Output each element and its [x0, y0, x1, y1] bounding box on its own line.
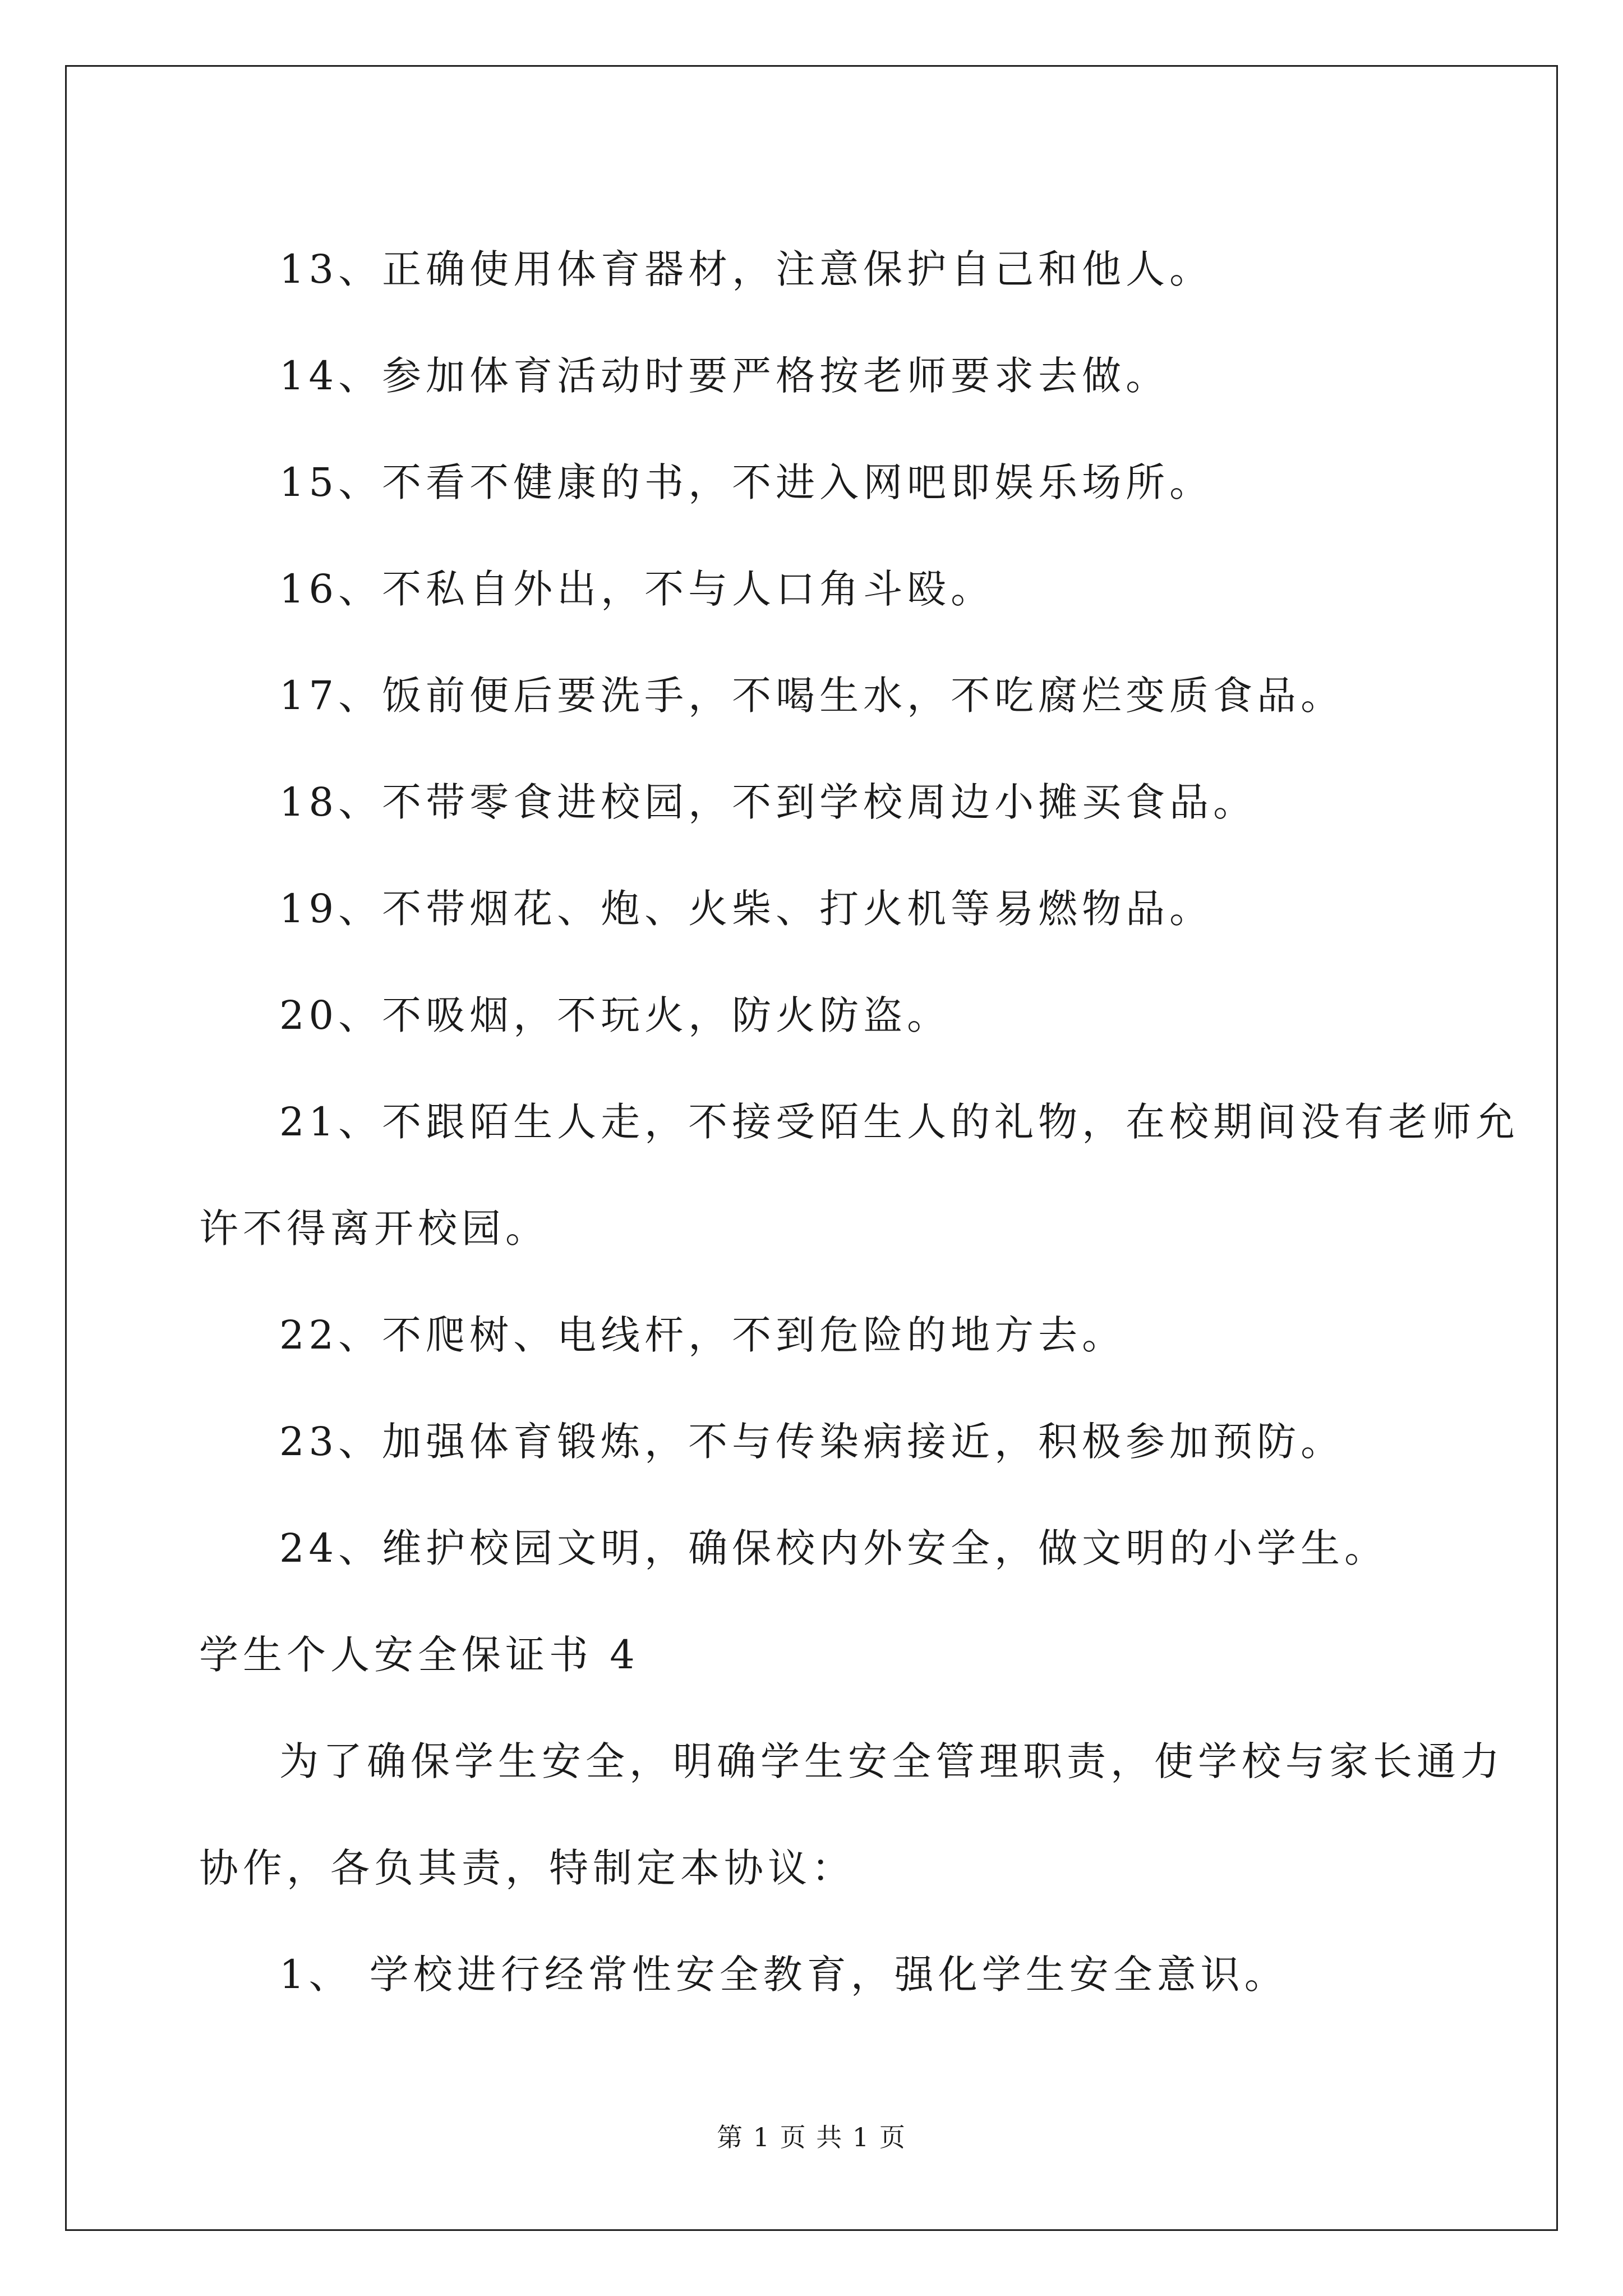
list-item: 17、饭前便后要洗手，不喝生水，不吃腐烂变质食品。	[279, 673, 1345, 719]
list-item: 13、正确使用体育器材，注意保护自己和他人。	[279, 246, 1214, 292]
list-item: 16、不私自外出，不与人口角斗殴。	[279, 566, 995, 612]
list-item: 18、不带零食进校园，不到学校周边小摊买食品。	[279, 779, 1257, 825]
intro-paragraph-line: 为了确保学生安全，明确学生安全管理职责，使学校与家长通力	[279, 1738, 1504, 1784]
section-title: 学生个人安全保证书 4	[199, 1632, 639, 1678]
list-item: 14、参加体育活动时要严格按老师要求去做。	[279, 353, 1170, 399]
list-item: 19、不带烟花、炮、火柴、打火机等易燃物品。	[279, 886, 1214, 932]
list-item: 20、不吸烟，不玩火，防火防盗。	[279, 992, 951, 1038]
list-item: 22、不爬树、电线杆，不到危险的地方去。	[279, 1312, 1126, 1358]
clause-item: 1、 学校进行经常性安全教育，强化学生安全意识。	[279, 1952, 1288, 1998]
list-item: 23、加强体育锻炼，不与传染病接近，积极参加预防。	[279, 1419, 1345, 1465]
list-item-continuation: 许不得离开校园。	[199, 1205, 549, 1251]
page-footer: 第 1 页 共 1 页	[717, 2122, 906, 2152]
list-item: 21、不跟陌生人走，不接受陌生人的礼物，在校期间没有老师允	[279, 1099, 1520, 1145]
list-item: 24、维护校园文明，确保校内外安全，做文明的小学生。	[279, 1525, 1389, 1571]
intro-paragraph-continuation: 协作，各负其责，特制定本协议：	[199, 1845, 855, 1891]
list-item: 15、不看不健康的书，不进入网吧即娱乐场所。	[279, 459, 1214, 505]
document-body	[199, 216, 1520, 2028]
